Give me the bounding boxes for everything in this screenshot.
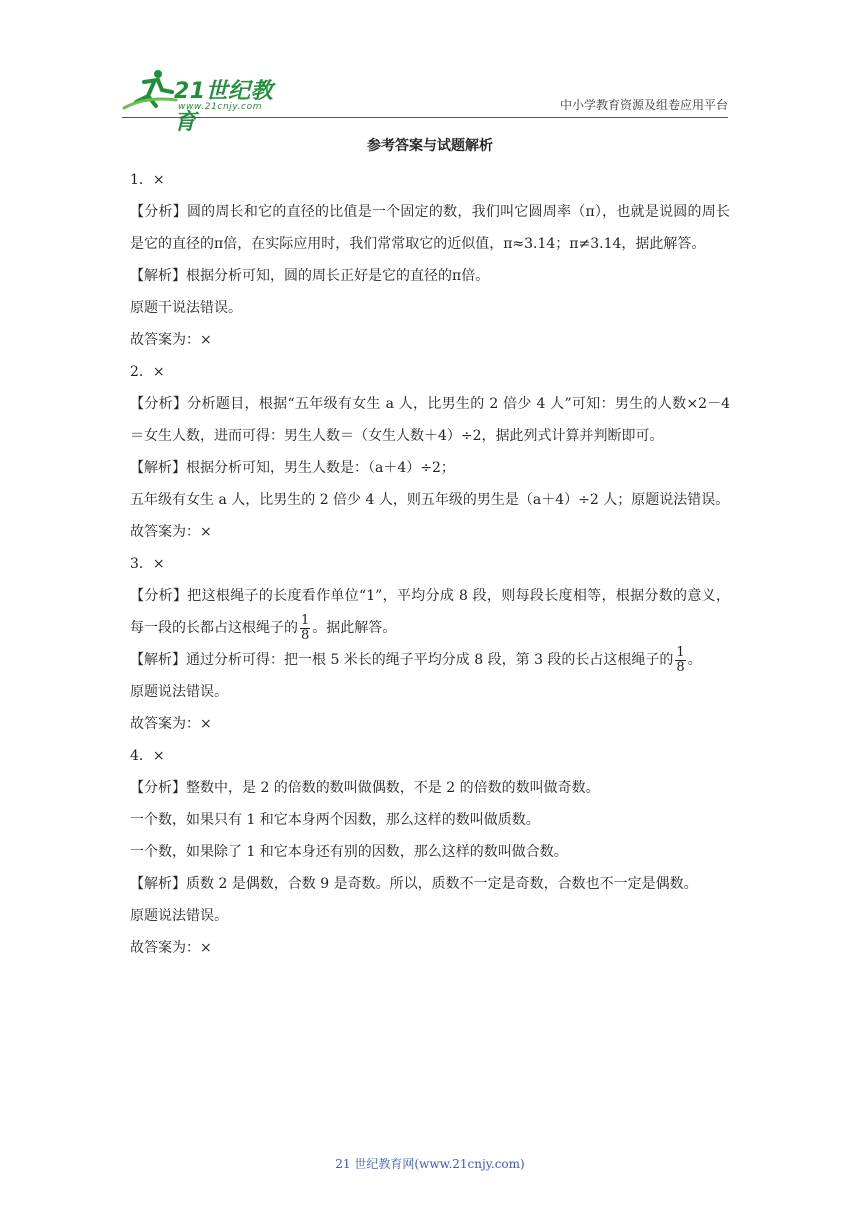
q4-solution <box>130 868 730 900</box>
fraction-numerator: 1 <box>676 644 685 660</box>
q3-analysis <box>130 580 730 644</box>
page-footer: 21 世纪教育网(www.21cnjy.com) <box>335 1157 525 1171</box>
q3-analysis-end: 。据此解答。 <box>312 620 397 636</box>
fraction <box>300 614 310 643</box>
q4-prime-definition: 一个数，如果只有 1 和它本身两个因数，那么这样的数叫做质数。 <box>130 812 540 828</box>
header-divider <box>122 117 728 118</box>
header-tagline: 中小学教育资源及组卷应用平台 <box>559 98 728 112</box>
q2-analysis-text: 分析题目，根据“五年级有女生 a 人，比男生的 2 倍少 4 人”可知：男生的人数×2－4＝女生人数，进而可得：男生人数＝（女生人数＋4）÷2，据此列式计算并判断即可。 <box>130 396 730 444</box>
q3-number: 3．× <box>130 556 165 572</box>
q3-answer: 故答案为：× <box>130 716 212 732</box>
q1-solution-text: 根据分析可知，圆的周长正好是它的直径的π倍。 <box>186 268 490 284</box>
q3-conclusion: 原题说法错误。 <box>130 684 228 700</box>
q1-analysis <box>130 196 730 260</box>
q2-solution <box>130 452 730 484</box>
analysis-tag: 【分析】 <box>130 588 188 604</box>
q1-number: 1．× <box>130 172 165 188</box>
solution-tag: 【解析】 <box>130 268 186 284</box>
q3-solution-text: 通过分析可得：把一根 5 米长的绳子平均分成 8 段，第 3 段的长占这根绳子的 <box>186 652 674 668</box>
q4-solution-text: 质数 2 是偶数，合数 9 是奇数。所以，质数不一定是奇数，合数也不一定是偶数。 <box>186 876 698 892</box>
q3-solution-end: 。 <box>687 652 702 668</box>
q3-solution <box>130 644 730 676</box>
q2-solution-text: 根据分析可知，男生人数是：（a＋4）÷2； <box>186 460 455 476</box>
q4-answer: 故答案为：× <box>130 940 212 956</box>
analysis-tag: 【分析】 <box>130 396 188 412</box>
q2-analysis <box>130 388 730 452</box>
fraction-numerator: 1 <box>301 612 310 628</box>
q1-analysis-text: 圆的周长和它的直径的比值是一个固定的数，我们叫它圆周率（π），也就是说圆的周长是它的直径的π倍，在实际应用时，我们常常取它的近似值，π≈3.14；π≠3.14，据此解答。 <box>130 204 731 252</box>
page-header <box>0 0 860 135</box>
q3-analysis-text: 把这根绳子的长度看作单位“1”，平均分成 8 段，则每段长度相等，根据分数的意义，每一段的长都占这根绳子的 <box>130 588 730 636</box>
runner-icon <box>122 66 178 114</box>
page-title: 参考答案与试题解析 <box>367 138 493 154</box>
q4-composite-definition: 一个数，如果除了 1 和它本身还有别的因数，那么这样的数叫做合数。 <box>130 844 568 860</box>
q4-number: 4．× <box>130 748 165 764</box>
analysis-tag: 【分析】 <box>130 780 186 796</box>
fraction <box>675 646 685 675</box>
q1-solution <box>130 260 730 292</box>
solution-tag: 【解析】 <box>130 652 186 668</box>
q4-conclusion: 原题说法错误。 <box>130 908 228 924</box>
fraction-denominator: 8 <box>301 627 310 643</box>
logo-wordmark: 21世纪教育 <box>174 79 274 135</box>
fraction-denominator: 8 <box>676 659 685 675</box>
q2-number: 2．× <box>130 364 165 380</box>
q1-answer: 故答案为：× <box>130 332 212 348</box>
q2-conclusion: 五年级有女生 a 人，比男生的 2 倍少 4 人，则五年级的男生是（a＋4）÷2 人；原题说法错误。 <box>130 492 730 508</box>
q4-analysis-text: 整数中，是 2 的倍数的数叫做偶数，不是 2 的倍数的数叫做奇数。 <box>186 780 600 796</box>
brand-logo <box>122 66 292 135</box>
solution-tag: 【解析】 <box>130 876 186 892</box>
q4-analysis <box>130 772 730 804</box>
q1-conclusion: 原题干说法错误。 <box>130 300 242 316</box>
solution-tag: 【解析】 <box>130 460 186 476</box>
analysis-tag: 【分析】 <box>130 204 187 220</box>
document-body <box>130 136 730 964</box>
logo-url: www.21cnjy.com <box>178 102 263 112</box>
q2-answer: 故答案为：× <box>130 524 212 540</box>
